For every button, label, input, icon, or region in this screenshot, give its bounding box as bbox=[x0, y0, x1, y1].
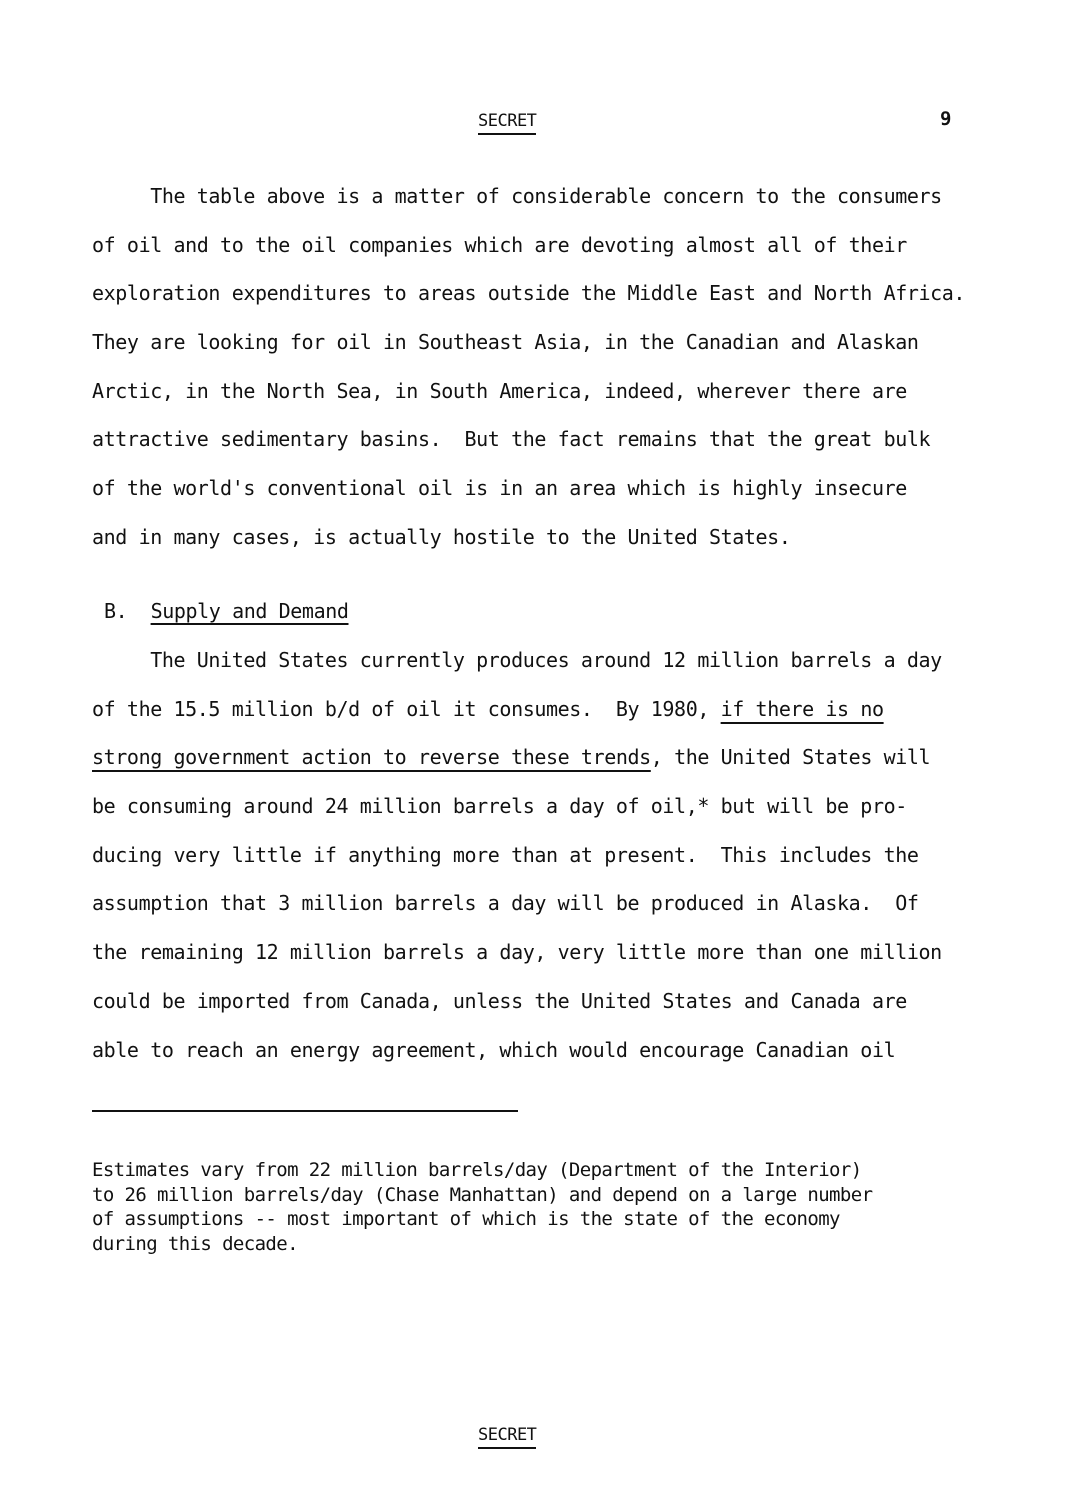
paragraph-oil-concern bbox=[92, 172, 1022, 562]
text-line: assumption that 3 million barrels a day will be produced in Alaska. Of bbox=[92, 891, 919, 916]
text-segment: of the 15.5 million b/d of oil it consumes. By 1980, bbox=[92, 696, 721, 721]
section-heading bbox=[104, 596, 349, 626]
text-line: of oil and to the oil companies which are devoting almost all of their bbox=[92, 232, 907, 257]
text-line: They are looking for oil in Southeast Asia, in the Canadian and Alaskan bbox=[92, 330, 919, 355]
text-line: Arctic, in the North Sea, in South America, indeed, wherever there are bbox=[92, 378, 907, 403]
text-line: The United States currently produces around 12 million barrels a day bbox=[92, 648, 942, 672]
footnote bbox=[92, 1158, 1032, 1256]
header-classification-marking: SECRET bbox=[478, 110, 536, 135]
text-line: attractive sedimentary basins. But the fact remains that the great bulk bbox=[92, 427, 931, 452]
footer-classification-marking: SECRET bbox=[478, 1424, 536, 1449]
section-label: B. bbox=[104, 599, 128, 623]
footnote-line: to 26 million barrels/day (Chase Manhattan) and depend on a large number bbox=[92, 1183, 873, 1206]
footnote-divider bbox=[92, 1110, 518, 1112]
text-line: and in many cases, is actually hostile to the United States. bbox=[92, 524, 791, 549]
footnote-line: during this decade. bbox=[92, 1232, 298, 1255]
underlined-phrase: strong government action to reverse these trends bbox=[92, 745, 651, 770]
text-line: of the world's conventional oil is in an area which is highly insecure bbox=[92, 476, 907, 501]
text-line: the remaining 12 million barrels a day, very little more than one million bbox=[92, 940, 942, 965]
page-number: 9 bbox=[940, 108, 952, 130]
text-line: could be imported from Canada, unless the United States and Canada are bbox=[92, 988, 907, 1013]
section-title: Supply and Demand bbox=[150, 599, 349, 623]
text-line: The table above is a matter of considerable concern to the consumers bbox=[92, 184, 942, 208]
underlined-phrase: if there is no bbox=[720, 696, 884, 721]
text-line: exploration expenditures to areas outside the Middle East and North Africa. bbox=[92, 281, 966, 306]
text-line bbox=[92, 733, 1022, 782]
text-segment: , the United States will bbox=[650, 745, 931, 770]
paragraph-supply-demand bbox=[92, 636, 1022, 1074]
text-line: be consuming around 24 million barrels a day of oil,* but will be pro- bbox=[92, 794, 907, 819]
footnote-line: of assumptions -- most important of which is the state of the economy bbox=[92, 1208, 840, 1230]
text-line: able to reach an energy agreement, which would encourage Canadian oil bbox=[92, 1037, 896, 1062]
footnote-line: Estimates vary from 22 million barrels/day (Department of the Interior) bbox=[92, 1159, 862, 1181]
text-line bbox=[92, 685, 1022, 734]
text-line: ducing very little if anything more than at present. This includes the bbox=[92, 842, 919, 867]
